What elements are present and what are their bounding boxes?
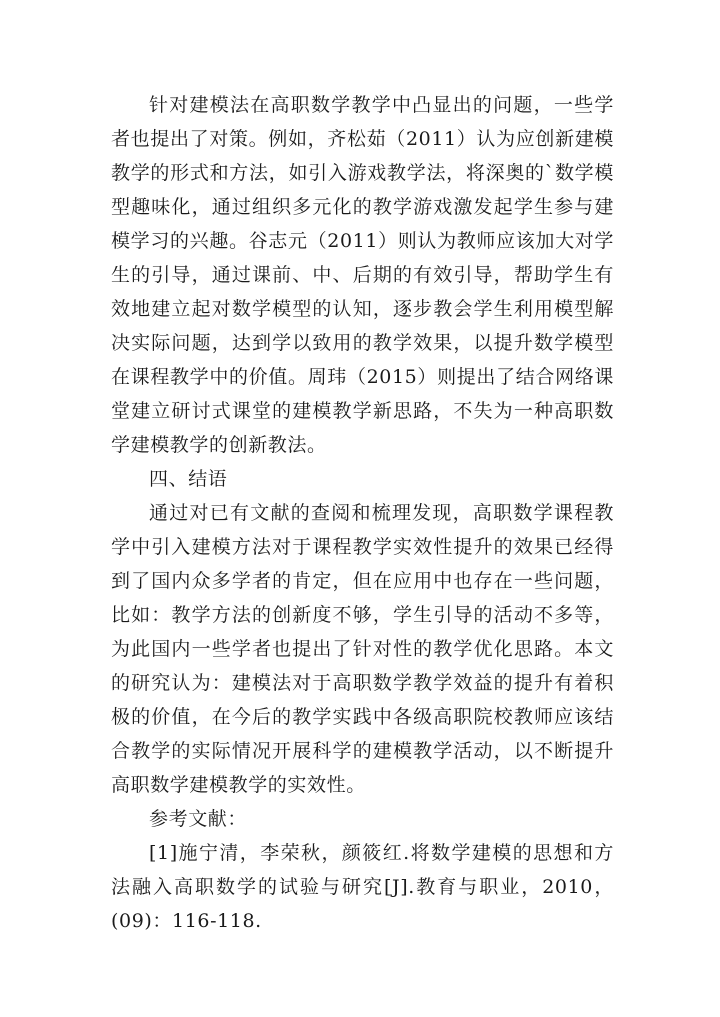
body-paragraph-conclusion: 通过对已有文献的查阅和梳理发现，高职数学课程教学中引入建模方法对于课程教学实效性提升的效果已经得到了国内众多学者的肯定，但在应用中也存在一些问题，比如：教学方法的创新度不够，学生引导的活动不多等，为此国内一些学者也提出了针对性的教学优化思路。本文的研究认为：建模法对于高职数学教学效益的提升有着积极的价值，在今后的教学实践中各级高职院校教师应该结合教学的实际情况开展科学的建模教学活动，以不断提升高职数学建模教学的实效性。 xyxy=(111,502,614,796)
section-heading-conclusion: 四、结语 xyxy=(149,468,228,490)
body-paragraph-countermeasures: 针对建模法在高职数学教学中凸显出的问题，一些学者也提出了对策。例如，齐松茹（2011）认为应创新建模教学的形式和方法，如引入游戏教学法，将深奥的`数学模型趣味化，通过组织多元化的教学游戏激发起学生参与建模学习的兴趣。谷志元（2011）则认为教师应该加大对学生的引导，通过课前、中、后期的有效引导，帮助学生有效地建立起对数学模型的认知，逐步教会学生利用模型解决实际问题，达到学以致用的教学效果，以提升数学模型在课程教学中的价值。周玮（2015）则提出了结合网络课堂建立研讨式课堂的建模教学新思路，不失为一种高职数学建模教学的创新教法。 xyxy=(111,94,614,456)
document-page xyxy=(111,88,614,938)
references-title: 参考文献： xyxy=(149,808,248,830)
reference-item: [1]施宁清，李荣秋，颜筱红.将数学建模的思想和方法融入高职数学的试验与研究[J].教育与职业，2010，(09)：116-118. xyxy=(111,842,614,932)
